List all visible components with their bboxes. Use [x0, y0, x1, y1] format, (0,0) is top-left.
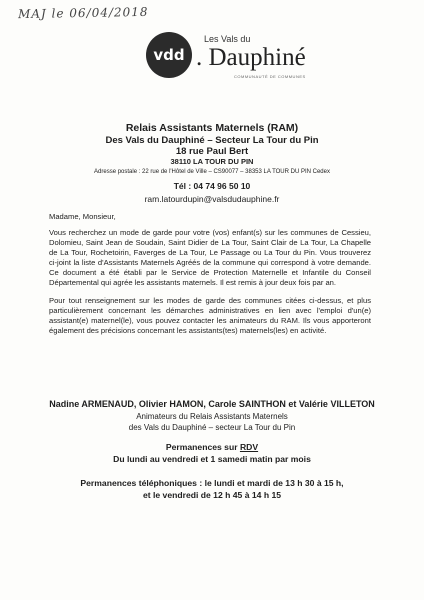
- city-address: 38110 LA TOUR DU PIN: [170, 157, 254, 166]
- permanences-label: Permanences sur: [165, 442, 238, 452]
- phone-hours-line-1: Permanences téléphoniques : le lundi et mardi de 13 h 30 à 15 h,: [80, 478, 344, 488]
- logo-badge: vdd: [146, 32, 192, 78]
- animators-sector: des Vals du Dauphiné – secteur La Tour du Pin: [128, 423, 296, 432]
- logo-small-text: Les Vals du: [204, 34, 251, 44]
- greeting: Madame, Monsieur,: [49, 212, 116, 221]
- intro-paragraph: Vous recherchez un mode de garde pour votre (vos) enfant(s) sur les communes de Cessieu, Dolomieu, Saint Jean de Soudain, Saint Didier de La Tour, Saint Clair de La Tour, La Chapelle de La Tour, Rochetoirin, Faverges de La Tour, Le Passage ou La Tour du Pin. Vous trouverez ci-joint la liste d'Assistants Maternels Agréés de la commune qui correspond à votre demande. Ce document a été établi par le Service de Protection Maternelle et Infantile du Conseil Départemental qui agrée les assistants maternels. Il est remis à jour deux fois par an.: [49, 228, 371, 287]
- permanences-heading: [0, 442, 424, 452]
- street-address: 18 rue Paul Bert: [175, 146, 249, 157]
- phone-hours-line-2: et le vendredi de 12 h 45 à 14 h 15: [142, 490, 282, 500]
- handwritten-update-note: MAJ le 06/04/2018: [17, 4, 149, 22]
- rdv-label: RDV: [239, 442, 259, 452]
- email-address: ram.latourdupin@valsdudauphine.fr: [144, 194, 280, 204]
- postal-address: Adresse postale : 22 rue de l'Hôtel de Ville – CS90077 – 38353 LA TOUR DU PIN Cedex: [94, 169, 330, 175]
- vals-du-dauphine-logo: [146, 30, 346, 86]
- sector-subtitle: Des Vals du Dauphiné – Secteur La Tour du Pin: [105, 135, 319, 146]
- logo-tagline: COMMUNAUTÉ DE COMMUNES: [234, 74, 306, 79]
- animators-names: Nadine ARMENAUD, Olivier HAMON, Carole SAINTHON et Valérie VILLETON: [49, 399, 375, 409]
- permanences-days: Du lundi au vendredi et 1 samedi matin par mois: [113, 454, 311, 464]
- phone-number: Tél : 04 74 96 50 10: [173, 181, 251, 191]
- animators-role: Animateurs du Relais Assistants Maternels: [136, 412, 288, 421]
- contact-paragraph: Pour tout renseignement sur les modes de garde des communes citées ci-dessus, et plus particulièrement concernant les démarches administratives en lien avec l'emploi d'un(e) assistant(e) maternel(le), vous pouvez contacter les animateurs du RAM. Ils vous apporteront également des précisions concernant les assistants(tes) maternels(les) en activité.: [49, 296, 371, 335]
- document-title: Relais Assistants Maternels (RAM): [125, 122, 299, 134]
- logo-big-text: . Dauphiné: [196, 44, 306, 71]
